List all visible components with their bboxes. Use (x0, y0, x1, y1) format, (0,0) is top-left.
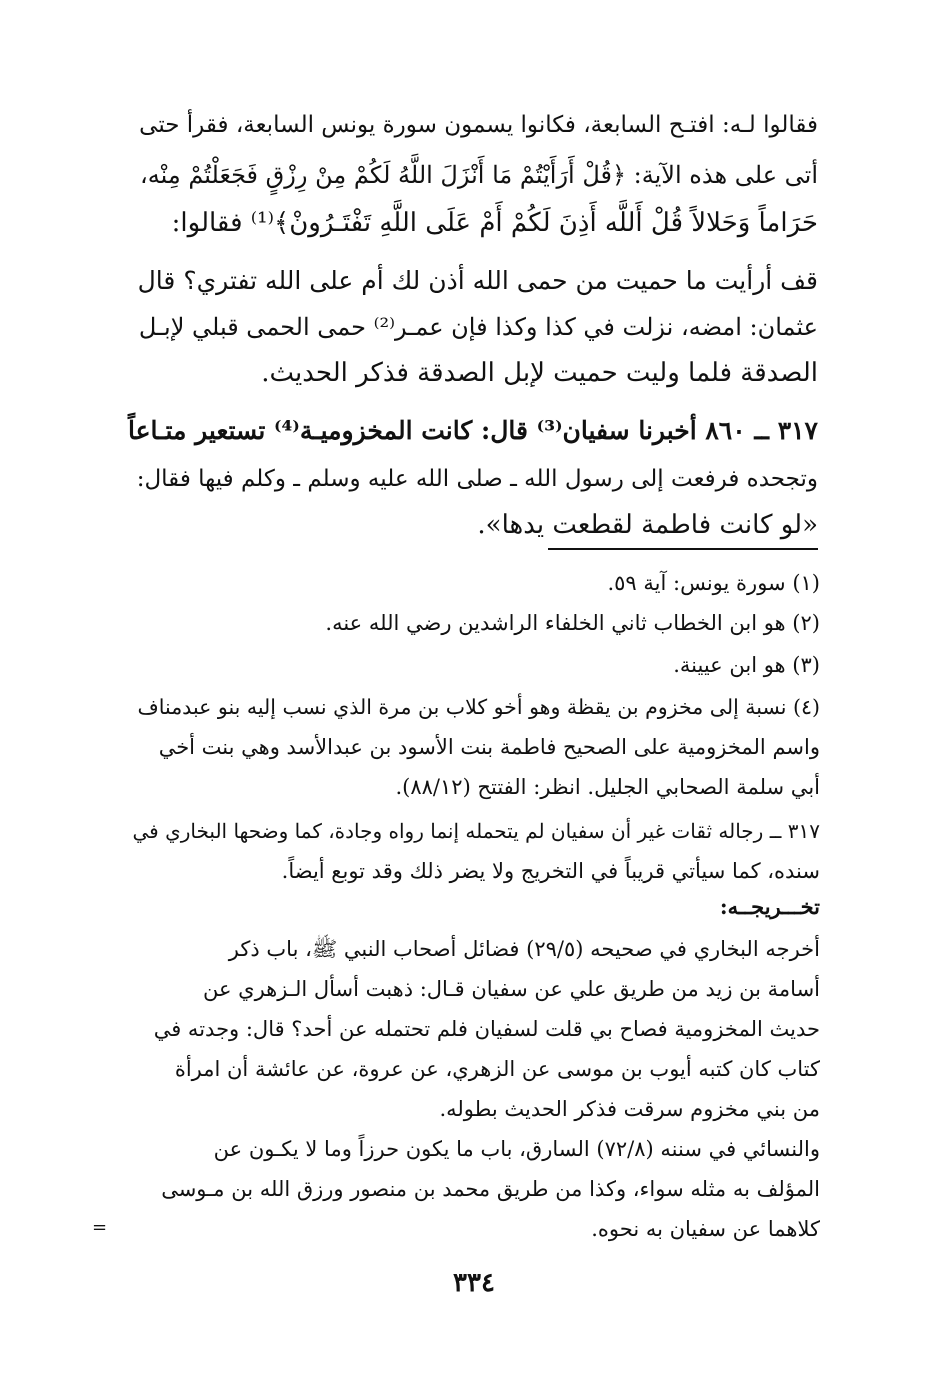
main-text-line: قف أرأيت ما حميت من حمى الله أذن لك أم على الله تفتري؟ قال (137, 266, 818, 295)
footnote-4-cont: واسم المخزومية على الصحيح فاطمة بنت الأسود بن عبدالأسد وهي بنت أخي (158, 735, 820, 759)
continuation-mark: = (92, 1217, 108, 1238)
footnote-2: (٢) هو ابن الخطاب ثاني الخلفاء الراشدين رضي الله عنه. (325, 611, 820, 635)
main-text-line: حَرَاماً وَحَلالاً قُلْ أَللَّه أَذِنَ لَكُمْ أَمْ عَلَى اللَّهِ تَفْتَـرُونْ﴾⁽¹⁾ فقالوا: (171, 208, 818, 238)
footnote-317: ٣١٧ ــ رجاله ثقات غير أن سفيان لم يتحمله إنما رواه وجادة، كما وضحها البخاري في (132, 819, 820, 843)
main-text-line: وتجحده فرفعت إلى رسول الله ـ صلى الله عليه وسلم ـ وكلم فيها فقال: (136, 466, 818, 492)
main-text-line: «لو كانت فاطمة لقطعت يدها». (477, 510, 818, 540)
takhrij-line: أسامة بن زيد من طريق علي عن سفيان قـال: ذهبت أسأل الـزهري عن (202, 977, 820, 1001)
takhrij-line: والنسائي في سننه (٧٢/٨) السارق، باب ما يكون حرزاً وما لا يكـون عن (213, 1137, 820, 1161)
takhrij-line: كتاب كان كتبه أيوب بن موسى عن الزهري، عن عروة، عن عائشة أن امرأة (174, 1057, 820, 1081)
main-text-line: فقالوا لـه: افتـح السابعة، فكانوا يسمون سورة يونس السابعة، فقرأ حتى (139, 112, 818, 138)
takhrij-line: المؤلف به مثله سواء، وكذا من طريق محمد بن منصور ورزق الله بن مـوسى (161, 1177, 820, 1201)
page-number: ٣٣٤ (453, 1268, 495, 1298)
hadith-number-line: ٣١٧ ــ ٨٦٠ أخبرنا سفيان⁽³⁾ قال: كانت المخزوميـة⁽⁴⁾ تستعير متـاعاً (128, 416, 818, 445)
takhrij-line: كلاهما عن سفيان به نحوه. (591, 1217, 820, 1241)
footnote-separator (548, 548, 818, 550)
footnote-3: (٣) هو ابن عيينة. (673, 653, 820, 677)
footnote-317-cont: سنده، كما سيأتي قريباً في التخريج ولا يضر ذلك وقد توبع أيضاً. (281, 859, 820, 883)
main-text-line: أتى على هذه الآية: ﴿قُلْ أَرَأَيْتُمْ مَا أَنْزَلَ اللَّهُ لَكُمْ مِنْ رِزْقٍ فَجَعَلْتُمْ مِنْه، (139, 161, 818, 189)
takhrij-heading: تخـــريجــه: (719, 894, 820, 919)
takhrij-line: من بني مخزوم سرقت فذكر الحديث بطوله. (439, 1097, 820, 1121)
footnote-4: (٤) نسبة إلى مخزوم بن يقظة وهو أخو كلاب بن مرة الذي نسب إليه بنو عبدمناف (137, 695, 820, 719)
footnote-1: (١) سورة يونس: آية ٥٩. (607, 571, 820, 595)
main-text-line: عثمان: امضه، نزلت في كذا وكذا فإن عمـر⁽²⁾ حمى الحمى قبلي لإبـل (138, 313, 818, 341)
footnote-4-cont: أبي سلمة الصحابي الجليل. انظر: الفتتح (٨٨/١٢). (395, 775, 820, 799)
main-text-line: الصدقة فلما وليت حميت لإبل الصدقة فذكر الحديث. (261, 358, 818, 388)
takhrij-line: أخرجه البخاري في صحيحه (٢٩/٥) فضائل أصحاب النبي ﷺ، باب ذكر (228, 937, 820, 961)
takhrij-line: حديث المخزومية فصاح بي قلت لسفيان فلم تحتمله عن أحد؟ قال: وجدته في (153, 1017, 820, 1041)
